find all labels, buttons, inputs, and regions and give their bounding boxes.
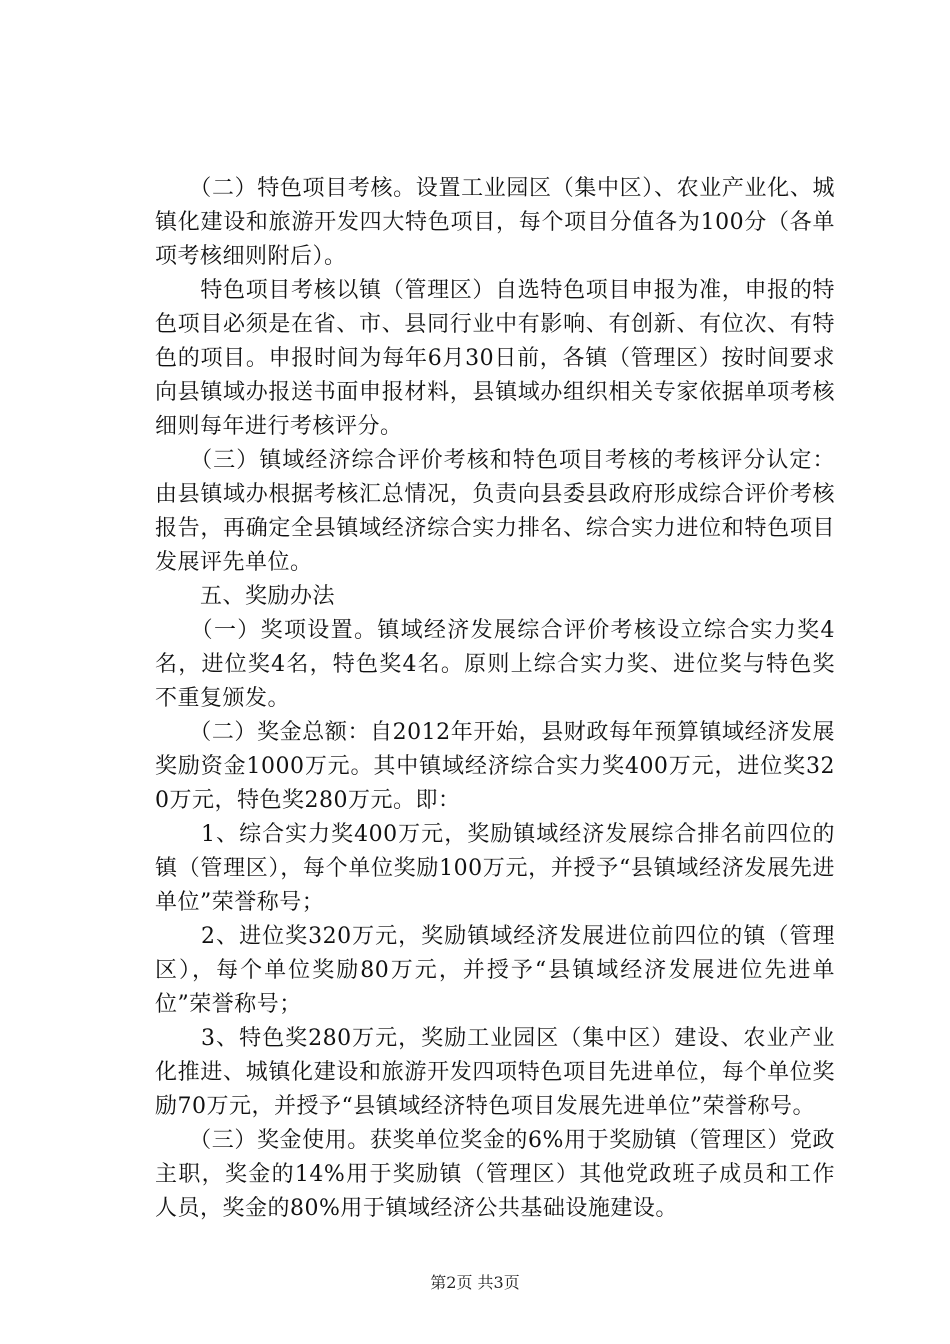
paragraph-assessment-determination: （三）镇域经济综合评价考核和特色项目考核的考核评分认定：由县镇域办根据考核汇总情况，负责向县委县政府形成综合评价考核报告，再确定全县镇域经济综合实力排名、综合实力进位和特色项目发展评先单位。 (155, 448, 835, 575)
paragraph-special-award: 3、特色奖280万元，奖励工业园区（集中区）建设、农业产业化推进、城镇化建设和旅游开发四项特色项目先进单位，每个单位奖励70万元，并授予“县镇域经济特色项目发展先进单位”荣誉称号。 (155, 1026, 835, 1119)
paragraph-award-usage: （三）奖金使用。获奖单位奖金的6%用于奖励镇（管理区）党政主职，奖金的14%用于奖励镇（管理区）其他党政班子成员和工作人员，奖金的80%用于镇域经济公共基础设施建设。 (155, 1128, 835, 1221)
document-body (155, 172, 835, 1226)
page-number-footer: 第2页 共3页 (430, 1273, 520, 1292)
paragraph-comprehensive-strength-award: 1、综合实力奖400万元，奖励镇域经济发展综合排名前四位的镇（管理区），每个单位奖励100万元，并授予“县镇域经济发展先进单位”荣誉称号； (155, 822, 835, 915)
paragraph-award-total: （二）奖金总额：自2012年开始，县财政每年预算镇域经济发展奖励资金1000万元。其中镇域经济综合实力奖400万元，进位奖320万元，特色奖280万元。即： (155, 720, 835, 813)
paragraph-progress-award: 2、进位奖320万元，奖励镇域经济发展进位前四位的镇（管理区），每个单位奖励80万元，并授予“县镇域经济发展进位先进单位”荣誉称号； (155, 924, 835, 1017)
section-heading-reward-methods: 五、奖励办法 (155, 584, 336, 609)
paragraph-special-project-assessment: （二）特色项目考核。设置工业园区（集中区）、农业产业化、城镇化建设和旅游开发四大特色项目，每个项目分值各为100分（各单项考核细则附后）。 (155, 176, 835, 269)
paragraph-special-project-application: 特色项目考核以镇（管理区）自选特色项目申报为准，申报的特色项目必须是在省、市、县同行业中有影响、有创新、有位次、有特色的项目。申报时间为每年6月30日前，各镇（管理区）按时间要求向县镇域办报送书面申报材料，县镇域办组织相关专家依据单项考核细则每年进行考核评分。 (155, 278, 835, 439)
paragraph-award-setting: （一）奖项设置。镇域经济发展综合评价考核设立综合实力奖4名，进位奖4名，特色奖4名。原则上综合实力奖、进位奖与特色奖不重复颁发。 (155, 618, 835, 711)
